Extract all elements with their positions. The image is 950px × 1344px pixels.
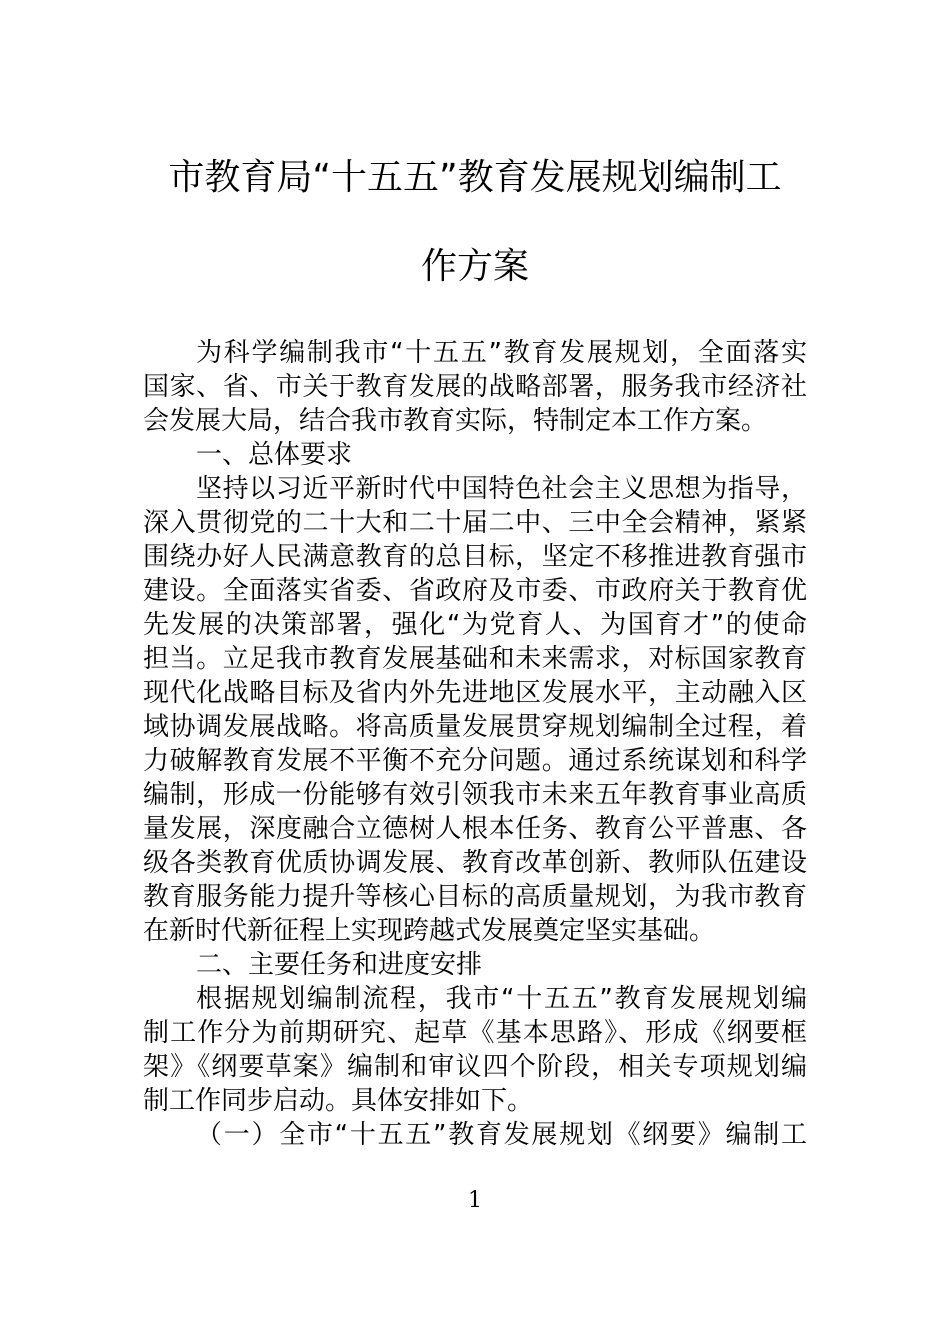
section-2-heading: 二、主要任务和进度安排 (196, 950, 483, 980)
section-1-paragraph-line: 教育服务能力提升等核心目标的高质量规划，为我市教育 (143, 882, 807, 912)
section-1-paragraph-line: 量发展，深度融合立德树人根本任务、教育公平普惠、各 (143, 814, 807, 844)
section-1-paragraph-line: 围绕办好人民满意教育的总目标，坚定不移推进教育强市 (143, 542, 807, 572)
section-2-paragraph-line: 架》《纲要草案》编制和审议四个阶段，相关专项规划编 (143, 1052, 807, 1082)
intro-paragraph-line: 国家、省、市关于教育发展的战略部署，服务我市经济社 (143, 372, 807, 402)
section-1-paragraph-line: 深入贯彻党的二十大和二十届二中、三中全会精神，紧紧 (143, 508, 807, 538)
section-1-paragraph-line: 建设。全面落实省委、省政府及市委、市政府关于教育优 (143, 576, 807, 606)
section-1-paragraph-line: 现代化战略目标及省内外先进地区发展水平，主动融入区 (143, 678, 807, 708)
section-1-paragraph-line: 力破解教育发展不平衡不充分问题。通过系统谋划和科学 (143, 746, 807, 776)
section-1-paragraph-line: 域协调发展战略。将高质量发展贯穿规划编制全过程，着 (143, 712, 807, 742)
section-2-paragraph-line: 制工作分为前期研究、起草《基本思路》、形成《纲要框 (143, 1018, 807, 1048)
section-1-paragraph-line: 坚持以习近平新时代中国特色社会主义思想为指导， (196, 474, 807, 504)
section-2-paragraph-line: 制工作同步启动。具体安排如下。 (143, 1086, 534, 1116)
section-2-paragraph-line: 根据规划编制流程，我市“十五五”教育发展规划编 (196, 984, 807, 1014)
section-1-paragraph-line: 担当。立足我市教育发展基础和未来需求，对标国家教育 (143, 644, 807, 674)
subsection-1-heading: （一）全市“十五五”教育发展规划《纲要》编制工 (196, 1120, 807, 1150)
page-number: 1 (468, 1188, 482, 1213)
section-1-paragraph-line: 级各类教育优质协调发展、教育改革创新、教师队伍建设 (143, 848, 807, 878)
intro-paragraph-line: 为科学编制我市“十五五”教育发展规划，全面落实 (196, 338, 807, 368)
document-title-line-1: 市教育局“十五五”教育发展规划编制工 (168, 157, 782, 198)
section-1-paragraph-line: 先发展的决策部署，强化“为党育人、为国育才”的使命 (143, 610, 807, 640)
section-1-paragraph-line: 编制，形成一份能够有效引领我市未来五年教育事业高质 (143, 780, 807, 810)
document-title-line-2: 作方案 (420, 246, 529, 287)
intro-paragraph-line: 会发展大局，结合我市教育实际，特制定本工作方案。 (143, 406, 768, 436)
section-1-paragraph-line: 在新时代新征程上实现跨越式发展奠定坚实基础。 (143, 916, 716, 946)
section-1-heading: 一、总体要求 (196, 440, 353, 470)
